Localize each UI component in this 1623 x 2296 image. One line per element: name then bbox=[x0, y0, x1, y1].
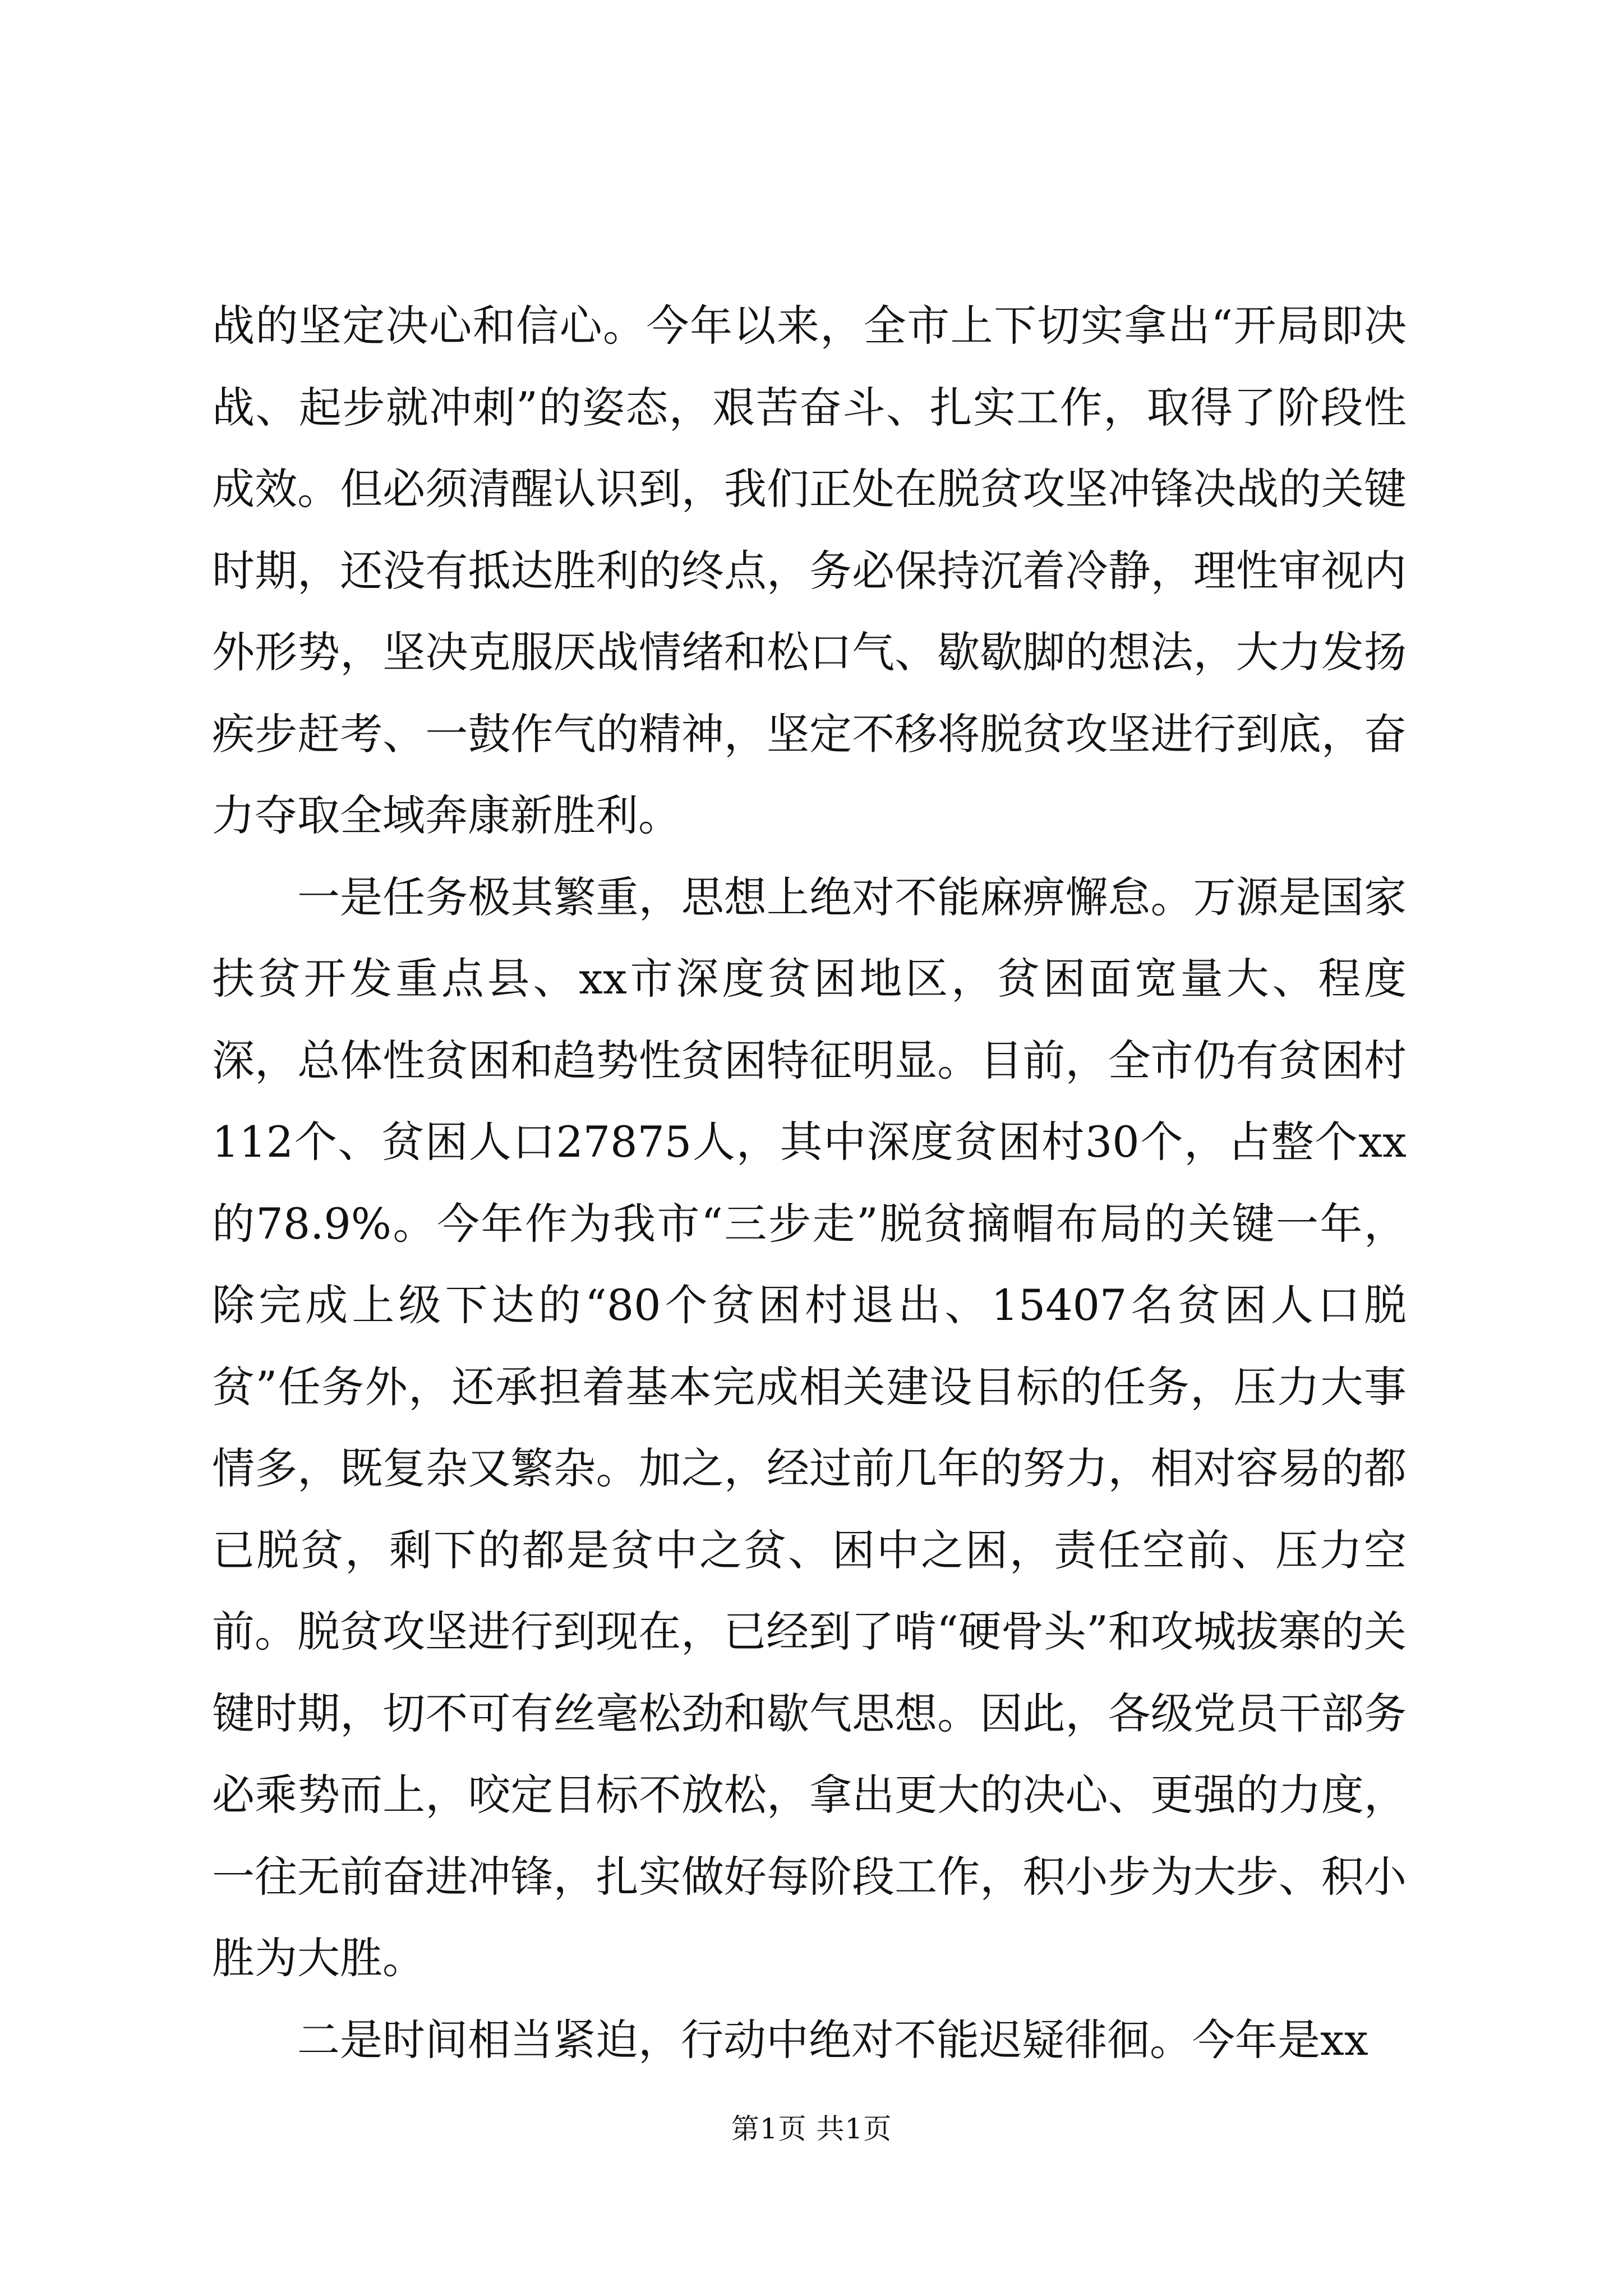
paragraph-time-urgent: 二是时间相当紧迫，行动中绝对不能迟疑徘徊。今年是xx bbox=[297, 2014, 1368, 2065]
page-footer: 第1页 共1页 bbox=[731, 2113, 892, 2145]
paragraph-continuation: 战的坚定决心和信心。今年以来，全市上下切实拿出“开局即决战、起步就冲刺”的姿态，艰苦奋斗、扎实工作，取得了阶段性成效。但必须清醒认识到，我们正处在脱贫攻坚冲锋决战的关键时期，还没有抵达胜利的终点，务必保持沉着冷静，理性审视内外形势，坚决克服厌战情绪和松口气、歇歇脚的想法，大力发扬疾步赶考、一鼓作气的精神，坚定不移将脱贫攻坚进行到底，奋力夺取全域奔康新胜利。 bbox=[212, 301, 1407, 840]
paragraph-task-heavy: 一是任务极其繁重，思想上绝对不能麻痹懈怠。万源是国家扶贫开发重点县、xx市深度贫困地区，贫困面宽量大、程度深，总体性贫困和趋势性贫困特征明显。目前，全市仍有贫困村112个、贫困人口27875人，其中深度贫困村30个，占整个xx的78.9%。今年作为我市“三步走”脱贫摘帽布局的关键一年，除完成上级下达的“80个贫困村退出、15407名贫困人口脱贫”任务外，还承担着基本完成相关建设目标的任务，压力大事情多，既复杂又繁杂。加之，经过前几年的努力，相对容易的都已脱贫，剩下的都是贫中之贫、困中之困，责任空前、压力空前。脱贫攻坚进行到现在，已经到了啃“硬骨头”和攻城拔寨的关键时期，切不可有丝毫松劲和歇气思想。因此，各级党员干部务必乘势而上，咬定目标不放松，拿出更大的决心、更强的力度，一往无前奋进冲锋，扎实做好每阶段工作，积小步为大步、积小胜为大胜。 bbox=[212, 872, 1407, 1983]
document-body bbox=[212, 285, 1407, 2081]
